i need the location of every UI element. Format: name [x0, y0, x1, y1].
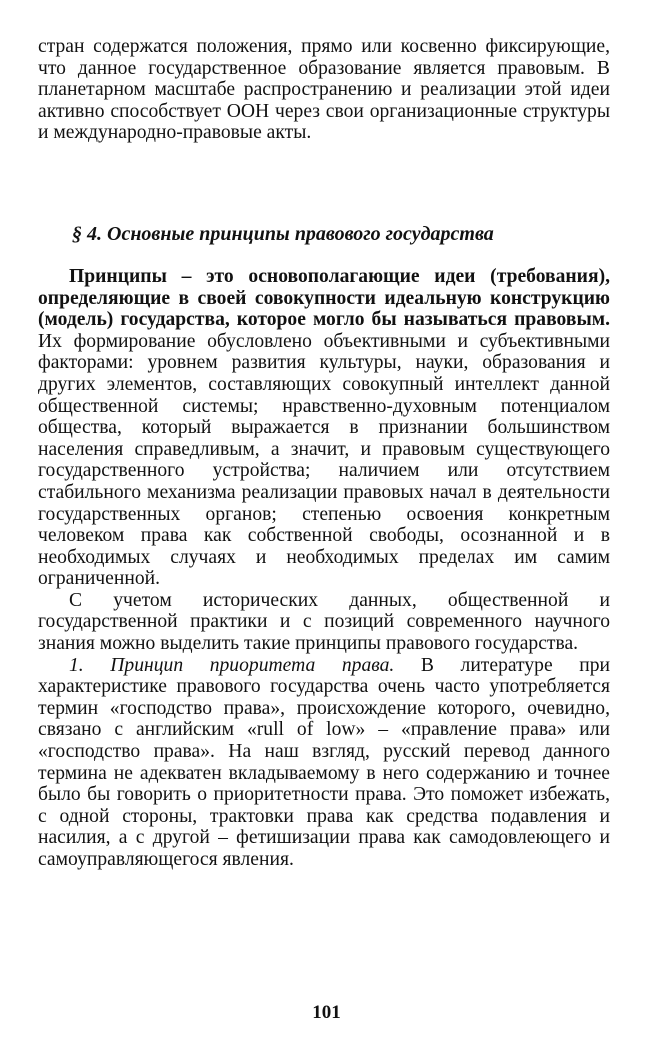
page-number: 101 [312, 1002, 341, 1023]
priority-of-law-text: В литературе при характеристике правового государства очень часто употребляется термин «господство права», происхождение которого, очевидно, связано с английским «rull of low» – «правление права» или «господство права». На наш взгляд, русский перевод данного термина не адекватен вкладываемому в него содержанию и точнее было бы говорить о приоритетности права. Это поможет избежать, с одной стороны, трактовки права как средства подавления и насилия, а с другой – фетишизации права как самодовлеющего и самоуправляющегося явления. [38, 654, 610, 870]
intro-paragraph: стран содержатся положения, прямо или косвенно фиксирующие, что данное государственное образование является правовым. В планетарном масштабе распространению и реализации этой идеи активно способствует ООН через свои организационные структуры и международно-правовые акты. [38, 36, 610, 144]
definition-rest-text: Их формирование обусловлено объективными и субъективными факторами: уровнем развития культуры, науки, образования и других элементов, составляющих совокупный интеллект данной общественной системы; нравственно-духовным потенциалом общества, который выражается в признании большинством населения справедливым, а значит, и правовым существующего государственного устройства; наличием или отсутствием стабильного механизма реализации правовых начал в деятельности государственных органов; степенью освоения конкретным человеком права как собственной свободы, осознанной и в необходимых случаях и необходимых пределах им самим ограниченной. [38, 330, 610, 590]
principles-definition-paragraph [38, 266, 610, 590]
priority-of-law-paragraph [38, 655, 610, 871]
principle-title-italic: 1. Принцип приоритета права. [69, 654, 395, 676]
document-page [38, 36, 610, 871]
definition-bold-text: Принципы – это основополагающие идеи (требования), определяющие в своей совокупности идеальную конструкцию (модель) государства, которое могло бы называться правовым. [38, 265, 610, 331]
section-heading: § 4. Основные принципы правового государства [72, 222, 494, 245]
principles-intro-paragraph: С учетом исторических данных, общественной и государственной практики и с позиций современного научного знания можно выделить такие принципы правового государства. [38, 589, 610, 655]
